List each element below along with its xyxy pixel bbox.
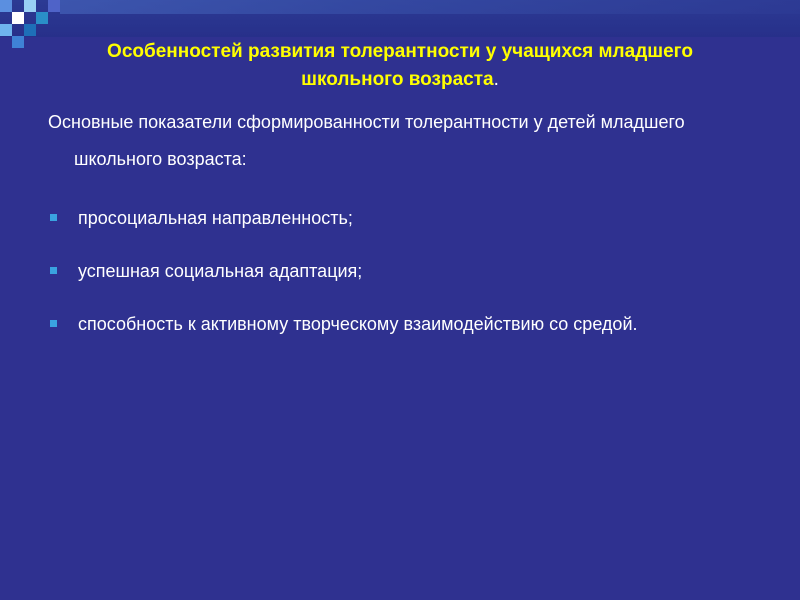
corner-square xyxy=(24,0,36,12)
intro-text: Основные показатели сформированности толерантности у детей младшего школьного возраста: xyxy=(48,112,685,169)
list-item xyxy=(48,308,748,341)
list-item xyxy=(48,202,748,235)
header-band-highlight xyxy=(60,0,800,14)
corner-square xyxy=(12,36,24,48)
slide-title xyxy=(40,38,760,94)
list-item-text: способность к активному творческому взаимодействию со средой. xyxy=(78,314,638,334)
corner-square xyxy=(0,0,12,12)
slide-title-line2: школьного возраста xyxy=(301,69,494,90)
slide-title-line1: Особенностей развития толерантности у учащихся младшего xyxy=(107,41,693,62)
list-item-text: просоциальная направленность; xyxy=(78,208,353,228)
corner-square xyxy=(24,24,36,36)
square-bullet-icon xyxy=(50,320,57,327)
corner-square xyxy=(48,0,60,12)
header-band xyxy=(0,0,800,37)
square-bullet-icon xyxy=(50,267,57,274)
corner-square xyxy=(0,24,12,36)
corner-square xyxy=(36,12,48,24)
slide-body xyxy=(48,104,748,341)
slide-title-dot: . xyxy=(493,69,499,90)
bullet-list xyxy=(48,202,748,341)
list-item-text: успешная социальная адаптация; xyxy=(78,261,363,281)
square-bullet-icon xyxy=(50,214,57,221)
list-item xyxy=(48,255,748,288)
corner-square xyxy=(12,12,24,24)
